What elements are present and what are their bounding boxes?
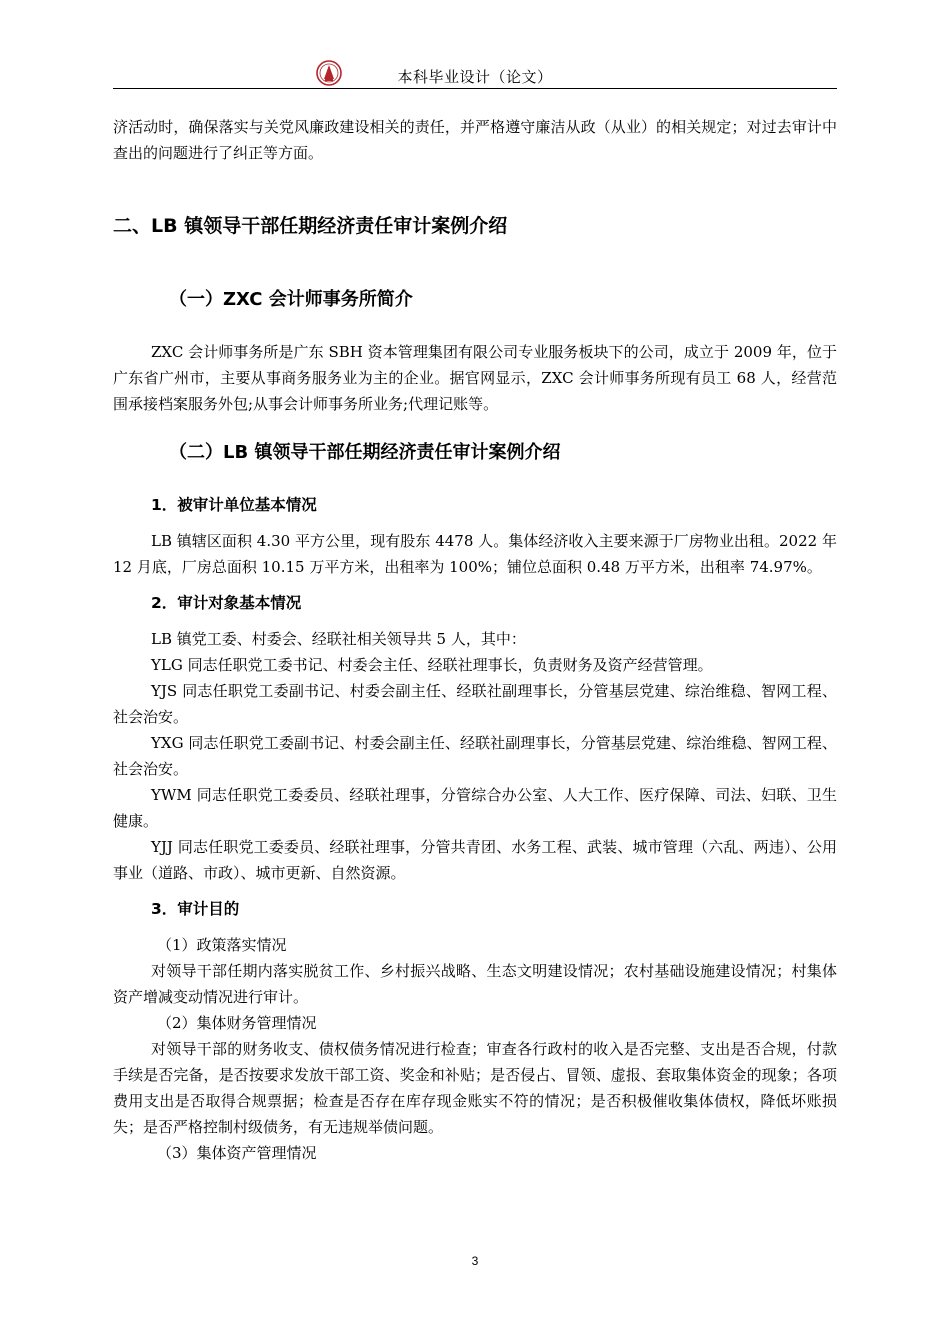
audit-subject-paragraph: YJS 同志任职党工委副书记、村委会副主任、经联社副理事长，分管基层党建、综治维稳、智网工程、社会治安。: [113, 682, 837, 726]
subsection-2-heading: （二）LB 镇领导干部任期经济责任审计案例介绍: [169, 442, 561, 463]
purpose-1-heading: （1）政策落实情况: [157, 936, 287, 954]
page-number: 3: [471, 1254, 479, 1268]
audit-subject-paragraph: YWM 同志任职党工委委员、经联社理事，分管综合办公室、人大工作、医疗保障、司法、妇联、卫生健康。: [113, 786, 837, 830]
audit-subject-paragraph: LB 镇党工委、村委会、经联社相关领导共 5 人，其中：: [151, 630, 526, 648]
header-title: 本科毕业设计（论文）: [397, 68, 553, 86]
page-header: [113, 62, 837, 88]
audit-subject-paragraph: YXG 同志任职党工委副书记、村委会副主任、经联社副理事长，分管基层党建、综治维稳、智网工程、社会治安。: [113, 734, 837, 778]
purpose-1-paragraph: 对领导干部任期内落实脱贫工作、乡村振兴战略、生态文明建设情况；农村基础设施建设情况；村集体资产增减变动情况进行审计。: [113, 962, 837, 1006]
subsection-1-heading: （一）ZXC 会计师事务所简介: [169, 289, 413, 310]
document-body: [113, 114, 837, 1166]
header-rule: [113, 88, 837, 89]
continuation-paragraph: 济活动时，确保落实与关党风廉政建设相关的责任，并严格遵守廉洁从政（从业）的相关规定；对过去审计中查出的问题进行了纠正等方面。: [113, 118, 837, 162]
audit-subject-paragraph: YJJ 同志任职党工委委员、经联社理事，分管共青团、水务工程、武装、城市管理（六乱、两违）、公用事业（道路、市政）、城市更新、自然资源。: [113, 838, 837, 882]
purpose-2-heading: （2）集体财务管理情况: [157, 1014, 317, 1032]
audit-subject-paragraph: YLG 同志任职党工委书记、村委会主任、经联社理事长，负责财务及资产经营管理。: [151, 656, 713, 674]
purpose-3-heading: （3）集体资产管理情况: [157, 1144, 317, 1162]
purpose-2-paragraph: 对领导干部的财务收支、债权债务情况进行检查；审查各行政村的收入是否完整、支出是否合规，付款手续是否完备，是否按要求发放干部工资、奖金和补贴；是否侵占、冒领、虚报、套取集体资金的现象；各项费用支出是否取得合规票据；检查是否存在库存现金账实不符的情况；是否积极催收集体债权，降低坏账损失；是否严格控制村级债务，有无违规举债问题。: [113, 1040, 837, 1136]
item-3-heading: 3．审计目的: [151, 900, 240, 918]
item-2-heading: 2．审计对象基本情况: [151, 594, 302, 612]
section-2-heading: 二、LB 镇领导干部任期经济责任审计案例介绍: [113, 215, 508, 237]
item-1-paragraph: LB 镇辖区面积 4.30 平方公里，现有股东 4478 人。集体经济收入主要来源于厂房物业出租。2022 年 12 月底，厂房总面积 10.15 万平方米，出租率为 100%；铺位总面积 0.48 万平方米，出租率 74.97%。: [113, 532, 837, 576]
item-1-heading: 1．被审计单位基本情况: [151, 496, 317, 514]
subsection-1-paragraph: ZXC 会计师事务所是广东 SBH 资本管理集团有限公司专业服务板块下的公司，成立于 2009 年，位于广东省广州市，主要从事商务服务业为主的企业。据官网显示，ZXC 会计师事务所现有员工 68 人，经营范围承接档案服务外包;从事会计师事务所业务;代理记账等。: [113, 343, 837, 413]
